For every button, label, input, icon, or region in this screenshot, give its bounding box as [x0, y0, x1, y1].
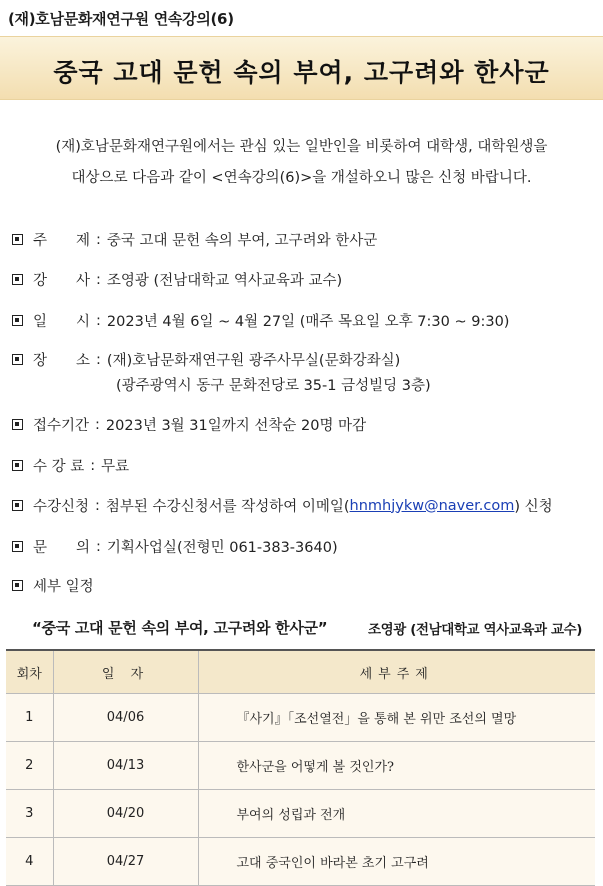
- detail-label: 문 의: [33, 540, 91, 556]
- email-link[interactable]: hnmhjykw@naver.com: [349, 497, 515, 514]
- table-header-row: [6, 650, 595, 694]
- square-bullet-icon: [12, 419, 23, 430]
- detail-value-suffix: ) 신청: [514, 499, 553, 515]
- column-header-topic: 세부주제: [198, 650, 595, 694]
- detail-schedule-heading: [12, 575, 94, 596]
- table-row: [6, 790, 595, 838]
- detail-label: 접수기간: [33, 418, 90, 434]
- row-date: 04/13: [53, 742, 198, 790]
- table-row: [6, 742, 595, 790]
- intro-line-2: 대상으로 다음과 같이 <연속강의(6)>을 개설하오니 많은 신청 바랍니다.: [71, 170, 532, 186]
- square-bullet-icon: [12, 234, 23, 245]
- schedule-title: “중국 고대 문헌 속의 부여, 고구려와 한사군”: [32, 619, 328, 637]
- detail-value: (재)호남문화재연구원 광주사무실(문화강좌실): [106, 353, 401, 369]
- row-topic: 한사군을 어떻게 볼 것인가?: [198, 742, 595, 790]
- detail-label: 수 강 료: [33, 459, 85, 475]
- detail-label: 장 소: [33, 353, 91, 369]
- table-row: [6, 694, 595, 742]
- detail-label: 세부 일정: [33, 579, 94, 595]
- title-banner: [0, 36, 603, 100]
- detail-label: 수강신청: [33, 499, 90, 515]
- square-bullet-icon: [12, 541, 23, 552]
- table-row: [6, 838, 595, 886]
- detail-value: 중국 고대 문헌 속의 부여, 고구려와 한사군: [106, 233, 378, 249]
- detail-value: 조영광 (전남대학교 역사교육과 교수): [106, 273, 343, 289]
- series-title: (재)호남문화재연구원 연속강의(6): [8, 10, 234, 28]
- row-date: 04/27: [53, 838, 198, 886]
- detail-value: 무료: [101, 459, 130, 475]
- detail-subject: 주 제 : 중국 고대 문헌 속의 부여, 고구려와 한사군: [12, 229, 377, 250]
- detail-label: 일 시: [33, 314, 91, 330]
- detail-schedule: 일 시 : 2023년 4월 6일 ~ 4월 27일 (매주 목요일 오후 7:30 ~ 9:30): [12, 310, 509, 331]
- detail-fee: 수 강 료 : 무료: [12, 455, 129, 476]
- square-bullet-icon: [12, 354, 23, 365]
- schedule-lecturer: 조영광 (전남대학교 역사교육과 교수): [368, 622, 583, 638]
- square-bullet-icon: [12, 460, 23, 471]
- detail-value: 2023년 4월 6일 ~ 4월 27일 (매주 목요일 오후 7:30 ~ 9:30): [106, 314, 510, 330]
- page-title: 중국 고대 문헌 속의 부여, 고구려와 한사군: [53, 58, 550, 87]
- detail-label: 주 제: [33, 233, 91, 249]
- row-no: 4: [6, 838, 53, 886]
- column-header-no: 회차: [6, 650, 53, 694]
- detail-apply: 수강신청 : 첨부된 수강신청서를 작성하여 이메일( hnmhjykw@naver.com ) 신청: [12, 495, 553, 516]
- detail-lecturer: 강 사 : 조영광 (전남대학교 역사교육과 교수): [12, 269, 342, 290]
- square-bullet-icon: [12, 274, 23, 285]
- detail-label: 강 사: [33, 273, 91, 289]
- row-no: 3: [6, 790, 53, 838]
- detail-venue: 장 소 : (재)호남문화재연구원 광주사무실(문화강좌실): [12, 349, 400, 370]
- column-header-date: 일 자: [53, 650, 198, 694]
- detail-value: 2023년 3월 31일까지 선착순 20명 마감: [105, 418, 367, 434]
- row-date: 04/06: [53, 694, 198, 742]
- row-topic: 부여의 성립과 전개: [198, 790, 595, 838]
- row-topic: 고대 중국인이 바라본 초기 고구려: [198, 838, 595, 886]
- schedule-table: [6, 649, 595, 886]
- row-no: 1: [6, 694, 53, 742]
- intro-line-1: (재)호남문화재연구원에서는 관심 있는 일반인을 비롯하여 대학생, 대학원생을: [55, 139, 548, 155]
- detail-venue-address: (광주광역시 동구 문화전당로 35-1 금성빌딩 3층): [116, 378, 431, 394]
- detail-value: 첨부된 수강신청서를 작성하여 이메일(: [105, 499, 350, 515]
- row-no: 2: [6, 742, 53, 790]
- row-topic: 『사기』「조선열전」을 통해 본 위만 조선의 멸망: [198, 694, 595, 742]
- row-date: 04/20: [53, 790, 198, 838]
- detail-period: 접수기간 : 2023년 3월 31일까지 선착순 20명 마감: [12, 414, 366, 435]
- square-bullet-icon: [12, 315, 23, 326]
- square-bullet-icon: [12, 580, 23, 591]
- detail-inquiry: 문 의 : 기획사업실(전형민 061-383-3640): [12, 536, 338, 557]
- detail-value: 기획사업실(전형민 061-383-3640): [106, 540, 338, 556]
- square-bullet-icon: [12, 500, 23, 511]
